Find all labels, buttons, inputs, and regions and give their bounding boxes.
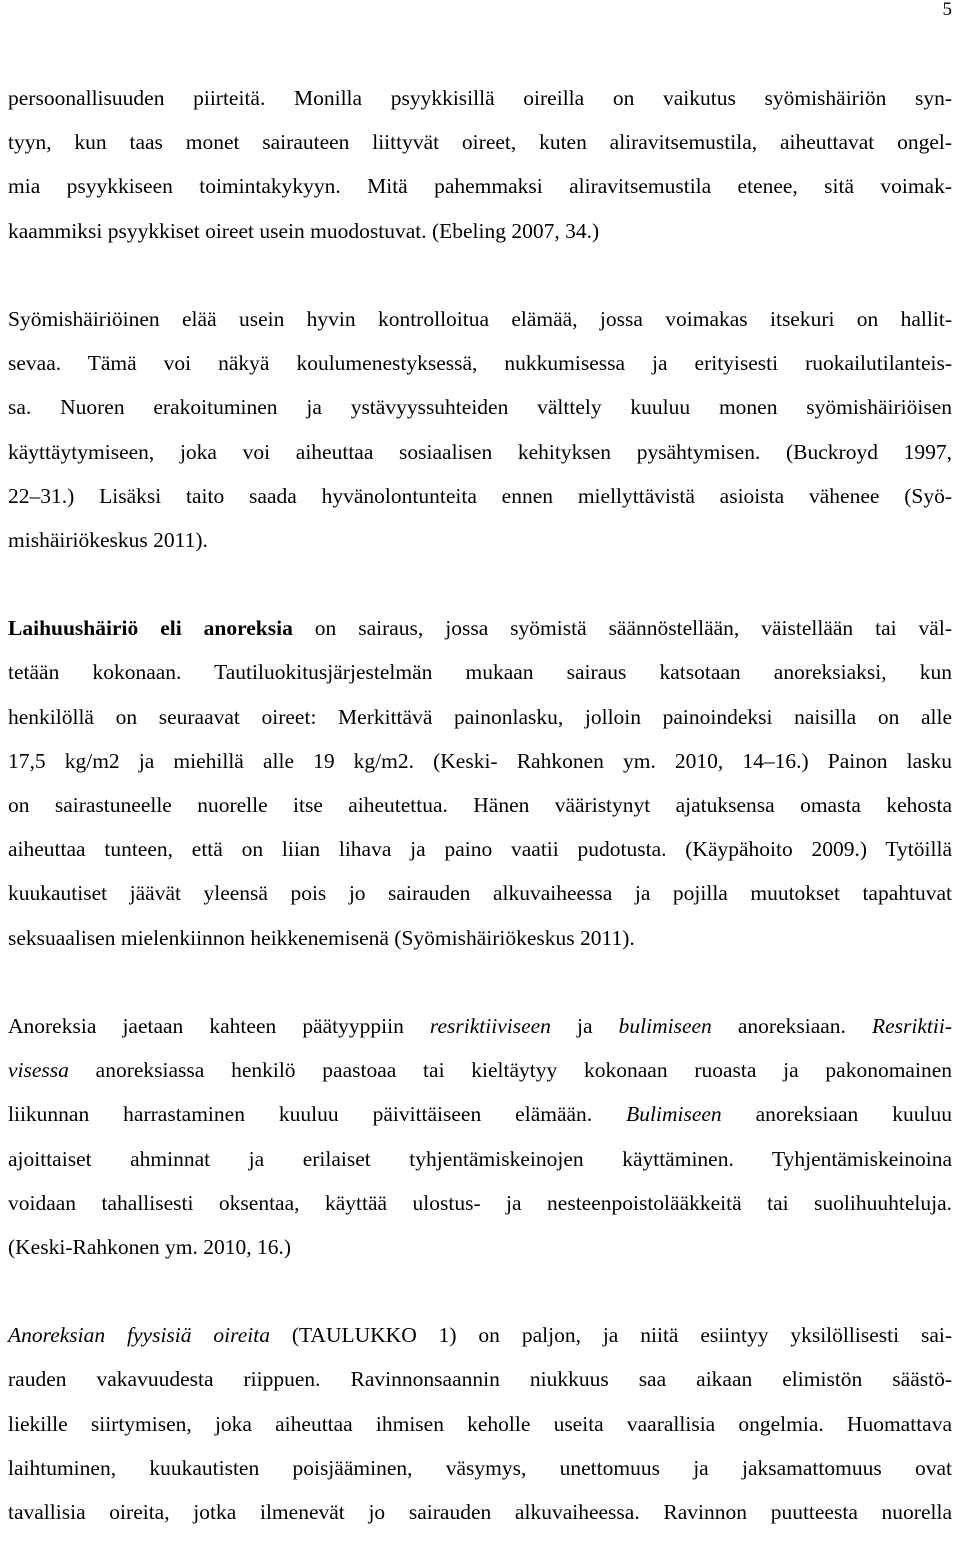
text-line: sa. Nuoren erakoituminen ja ystävyyssuhteiden välttely kuuluu monen syömishäiriöisen xyxy=(8,395,952,420)
italic-term: visessa xyxy=(8,1058,69,1083)
text-line: aiheuttaa tunteen, että on liian lihava ja paino vaatii pudotusta. (Käypähoito 2009.) Tytöillä xyxy=(8,837,952,862)
italic-term: resriktiiviseen xyxy=(429,1013,551,1038)
bold-term: Laihuushäiriö eli anoreksia xyxy=(8,616,293,641)
text-run: on sairaus, jossa syömistä säännöstellään, väistellään tai väl- xyxy=(292,616,952,641)
italic-term: Bulimiseen xyxy=(626,1102,722,1127)
paragraph xyxy=(8,1004,952,1269)
text-line: (Keski-Rahkonen ym. 2010, 16.) xyxy=(8,1234,292,1259)
text-line xyxy=(8,1313,952,1357)
text-line: persoonallisuuden piirteitä. Monilla psyykkisillä oireilla on vaikutus syömishäiriön syn- xyxy=(8,86,952,110)
text-line: tetään kokonaan. Tautiluokitusjärjestelmän mukaan sairaus katsotaan anoreksiaksi, kun xyxy=(8,660,952,685)
text-line: laihtuminen, kuukautisten poisjääminen, väsymys, unettomuus ja jaksamattomuus ovat xyxy=(8,1455,952,1480)
text-line: käyttäytymiseen, joka voi aiheuttaa sosiaalisen kehityksen pysähtymisen. (Buckroyd 1997, xyxy=(8,439,952,464)
text-line xyxy=(8,1048,952,1092)
text-line: on sairastuneelle nuorelle itse aiheutettua. Hänen vääristynyt ajatuksensa omasta kehosta xyxy=(8,793,952,817)
page-number: 5 xyxy=(942,0,952,20)
text-line xyxy=(8,1092,952,1136)
italic-term: Anoreksian fyysisiä oireita xyxy=(8,1323,270,1348)
text-line: rauden vakavuudesta riippuen. Ravinnonsaannin niukkuus saa aikaan elimistön säästö- xyxy=(8,1367,952,1392)
text-run: anoreksiassa henkilö paastoaa tai kieltäytyy kokonaan ruoasta ja pakonomainen xyxy=(68,1058,952,1083)
text-line: seksuaalisen mielenkiinnon heikkenemisenä (Syömishäiriökeskus 2011). xyxy=(8,925,635,950)
paragraph xyxy=(8,297,952,562)
text-line: 22–31.) Lisäksi taito saada hyvänolontunteita ennen miellyttävistä asioista vähenee (Syö- xyxy=(8,483,952,508)
text-line: 17,5 kg/m2 ja miehillä alle 19 kg/m2. (Keski- Rahkonen ym. 2010, 14–16.) Painon lasku xyxy=(8,748,952,773)
text-run: (TAULUKKO 1) on paljon, ja niitä esiintyy yksilöllisesti sai- xyxy=(269,1323,952,1348)
text-line: voidaan tahallisesti oksentaa, käyttää ulostus- ja nesteenpoistolääkkeitä tai suolihuuhteluja. xyxy=(8,1190,952,1215)
text-line: ajoittaiset ahminnat ja erilaiset tyhjentämiskeinojen käyttäminen. Tyhjentämiskeinoina xyxy=(8,1146,952,1171)
text-run: Anoreksia jaetaan kahteen päätyyppiin xyxy=(8,1013,430,1038)
text-line: tavallisia oireita, jotka ilmenevät jo sairauden alkuvaiheessa. Ravinnon puutteesta nuorella xyxy=(8,1500,952,1524)
text-line: tyyn, kun taas monet sairauteen liittyvät oireet, kuten aliravitsemustila, aiheuttavat ongel- xyxy=(8,130,952,155)
text-line: Syömishäiriöinen elää usein hyvin kontrolloitua elämää, jossa voimakas itsekuri on hallit- xyxy=(8,306,952,331)
paragraph xyxy=(8,606,952,960)
italic-term: bulimiseen xyxy=(618,1013,712,1038)
text-line: liekille siirtymisen, joka aiheuttaa ihmisen keholle useita vaarallisia ongelmia. Huomattava xyxy=(8,1411,952,1436)
text-line: henkilöllä on seuraavat oireet: Merkittävä painonlasku, jolloin painoindeksi naisilla on alle xyxy=(8,704,952,729)
text-line: kaammiksi psyykkiset oireet usein muodostuvat. (Ebeling 2007, 34.) xyxy=(8,218,600,243)
text-run: ja xyxy=(550,1013,619,1038)
text-line xyxy=(8,606,952,650)
text-line: sevaa. Tämä voi näkyä koulumenestyksessä, nukkumisessa ja erityisesti ruokailutilanteis- xyxy=(8,351,952,376)
paragraph xyxy=(8,76,952,253)
text-line: mia psyykkiseen toimintakykyyn. Mitä pahemmaksi aliravitsemustila etenee, sitä voimak- xyxy=(8,174,952,199)
text-run: anoreksiaan kuuluu xyxy=(721,1102,952,1127)
italic-term: Resriktii- xyxy=(872,1013,953,1038)
text-line: mishäiriökeskus 2011). xyxy=(8,527,208,552)
document-body xyxy=(8,76,952,1534)
paragraph xyxy=(8,1313,952,1534)
text-run: liikunnan harrastaminen kuuluu päivittäiseen elämään. xyxy=(8,1102,627,1127)
text-line: kuukautiset jäävät yleensä pois jo sairauden alkuvaiheessa ja pojilla muutokset tapahtuvat xyxy=(8,881,952,906)
text-run: anoreksiaan. xyxy=(711,1013,872,1038)
text-line xyxy=(8,1004,952,1048)
